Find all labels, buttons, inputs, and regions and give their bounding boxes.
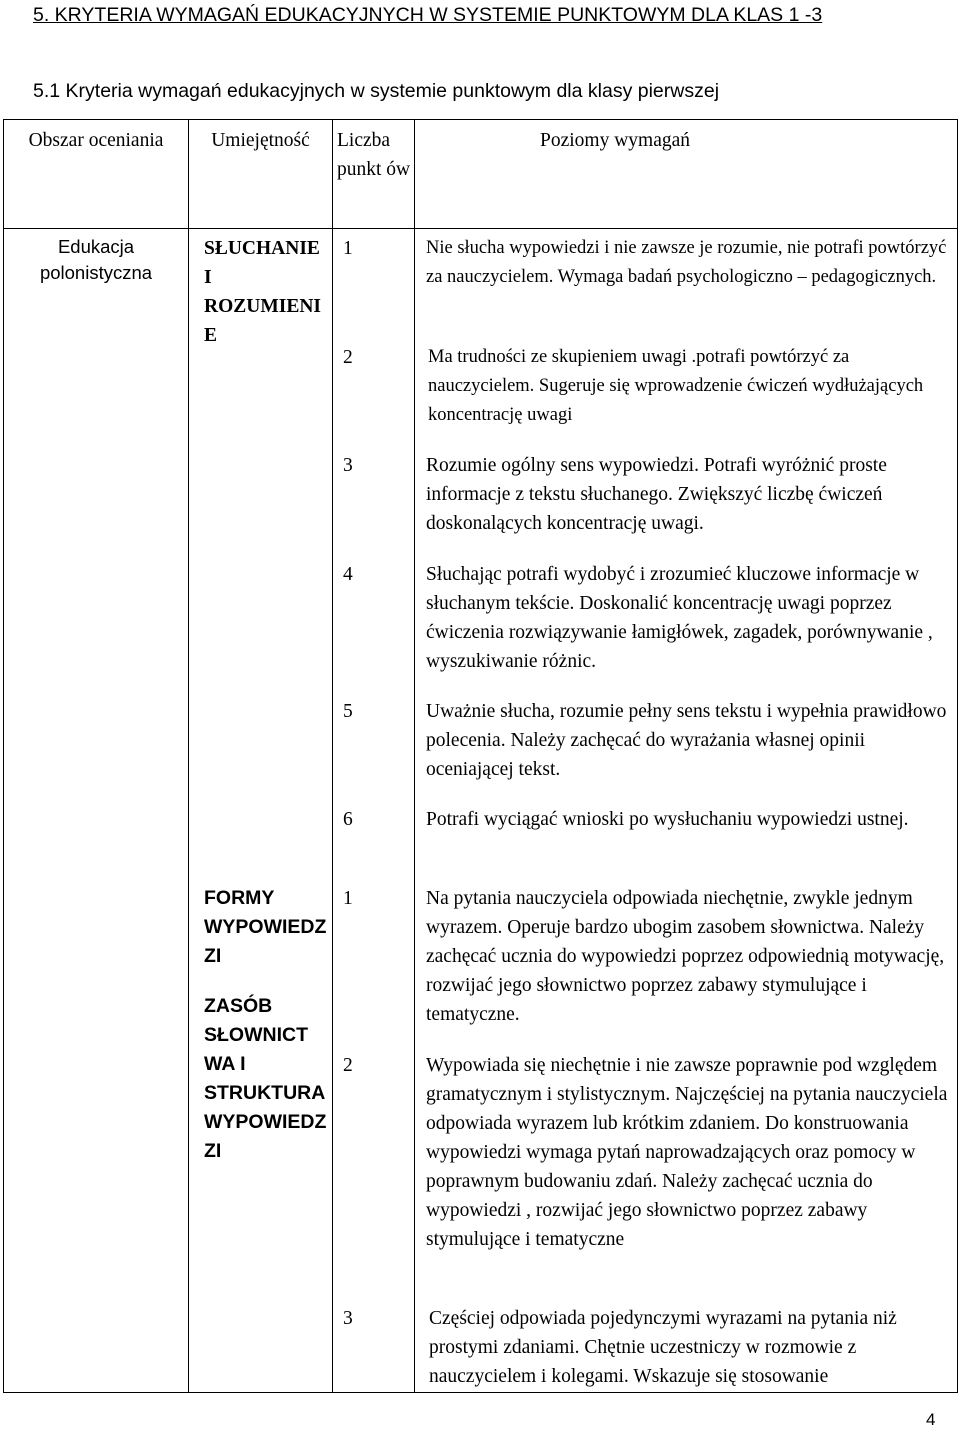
header-points: Liczba punkt ów <box>337 130 411 180</box>
level-points: 4 <box>343 564 353 585</box>
column-divider-area <box>188 119 189 1393</box>
level-points: 1 <box>343 888 353 909</box>
level-description: Uważnie słucha, rozumie pełny sens tekstu i wypełnia prawidłowo polecenia. Należy zachęcać do wyrażania własnej opinii oceniającej tekst. <box>426 701 947 780</box>
subsection-heading: 5.1 Kryteria wymagań edukacyjnych w systemie punktowym dla klasy pierwszej <box>33 80 720 102</box>
table-border-right <box>957 119 958 1393</box>
table-border-bottom <box>3 1392 958 1393</box>
skill-listening: SŁUCHANIE I ROZUMIENI E <box>204 238 322 346</box>
header-skill: Umiejętność <box>211 130 310 151</box>
level-points: 2 <box>343 347 353 368</box>
header-levels: Poziomy wymagań <box>539 130 691 151</box>
level-points: 1 <box>343 238 353 259</box>
header-area: Obszar oceniania <box>28 130 164 151</box>
skill-speaking-forms: FORMY WYPOWIEDZ ZI <box>204 887 327 967</box>
level-points: 6 <box>343 809 353 830</box>
level-points: 5 <box>343 701 353 722</box>
section-heading: 5. KRYTERIA WYMAGAŃ EDUKACYJNYCH W SYSTEMIE PUNKTOWYM DLA KLAS 1 -3 <box>33 4 823 26</box>
skill-vocabulary: ZASÓB SŁOWNICT WA I STRUKTURA WYPOWIEDZ ZI <box>204 995 327 1162</box>
area-label: Edukacja polonistyczna <box>39 236 153 283</box>
level-description: Częściej odpowiada pojedynczymi wyrazami na pytania niż prostymi zdaniami. Chętnie uczestniczy w rozmowie z nauczycielem i kolegami. Wskazuje się stosowanie <box>429 1308 897 1387</box>
level-description: Potrafi wyciągać wnioski po wysłuchaniu wypowiedzi ustnej. <box>426 809 909 830</box>
header-separator <box>3 228 958 229</box>
table-border-top <box>3 119 958 120</box>
level-description: Na pytania nauczyciela odpowiada niechętnie, zwykle jednym wyrazem. Operuje bardzo ubogim zasobem słownictwa. Należy zachęcać ucznia do wypowiedzi poprzez odpowiednią motywację, rozwijać jego słownictwo poprzez zabawy stymulujące i tematyczne. <box>426 888 945 1025</box>
level-description: Wypowiada się niechętnie i nie zawsze poprawnie pod względem gramatycznym i stylistycznym. Najczęściej na pytania nauczyciela odpowiada wyrazem lub krótkim zdaniem. Do konstruowania wypowiedzi wymaga pytań naprowadzających oraz pomocy w poprawnym budowaniu zdań. Należy zachęcać ucznia do wypowiedzi , rozwijać jego słownictwo poprzez zabawy stymulujące i tematyczne <box>426 1055 948 1250</box>
column-divider-skill <box>332 119 333 1393</box>
table-border-left <box>3 119 4 1393</box>
level-points: 3 <box>343 1308 353 1329</box>
level-description: Rozumie ogólny sens wypowiedzi. Potrafi wyróżnić proste informacje z tekstu słuchanego. Zwiększyć liczbę ćwiczeń doskonalących koncentrację uwagi. <box>426 455 887 534</box>
column-divider-points <box>414 119 415 1393</box>
level-description: Ma trudności ze skupieniem uwagi .potrafi powtórzyć za nauczycielem. Sugeruje się wprowadzenie ćwiczeń wydłużających koncentrację uwagi <box>428 347 924 425</box>
level-description: Nie słucha wypowiedzi i nie zawsze je rozumie, nie potrafi powtórzyć za nauczycielem. Wymaga badań psychologiczno – pedagogicznych. <box>426 238 947 287</box>
level-description: Słuchając potrafi wydobyć i zrozumieć kluczowe informacje w słuchanym tekście. Doskonalić koncentrację uwagi poprzez ćwiczenia rozwiązywanie łamigłówek, zagadek, porównywanie , wyszukiwanie różnic. <box>426 564 933 672</box>
level-points: 3 <box>343 455 353 476</box>
level-points: 2 <box>343 1055 353 1076</box>
page-number: 4 <box>926 1410 936 1429</box>
